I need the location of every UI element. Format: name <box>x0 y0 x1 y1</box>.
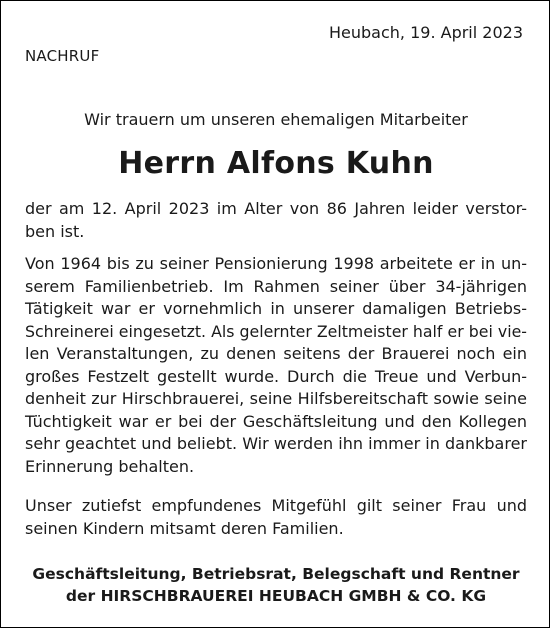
text-line: seinen Kindern mitsamt deren Familien. <box>25 518 344 538</box>
paragraph-death-notice <box>25 198 527 243</box>
text-line: Von 1964 bis zu seiner Pensionierung 1998 arbeitete er in un- <box>25 254 527 273</box>
text-line: denheit zur Hirschbrauerei, seine Hilfsbereitschaft sowie seine <box>25 389 527 408</box>
text-line: Tüchtigkeit war er bei der Geschäftsleitung und den Kollegen <box>25 411 527 431</box>
text-line: der am 12. April 2023 im Alter von 86 Jahren leider verstor- <box>25 199 527 218</box>
paragraph-career <box>25 253 527 478</box>
intro-text: Wir trauern um unseren ehemaligen Mitarbeiter <box>84 110 468 129</box>
text-line: Schreinerei eingesetzt. Als gelernter Zeltmeister half er bei vie- <box>25 321 527 341</box>
signature-block <box>1 563 550 607</box>
company-name: der HIRSCHBRAUEREI HEUBACH GMBH & CO. KG <box>65 587 487 605</box>
text-line: sehr geachtet und beliebt. Wir werden ihn immer in dankbarer <box>25 434 527 453</box>
text-line: Erinnerung behalten. <box>25 456 195 476</box>
paragraph-condolences <box>25 495 527 540</box>
text-line: großes Festzelt gestellt wurde. Durch die Treue und Verbun- <box>25 366 527 386</box>
deceased-name: Herrn Alfons Kuhn <box>118 146 434 181</box>
text-line: ben ist. <box>25 221 85 241</box>
text-line: serem Familienbetrieb. Im Rahmen seiner über 34-jährigen <box>25 276 527 296</box>
text-line: Tätigkeit war er vornehmlich in unserer damaligen Betriebs- <box>25 299 527 318</box>
notice-label: NACHRUF <box>25 47 100 65</box>
signature-line: Geschäftsleitung, Betriebsrat, Belegschaft und Rentner <box>32 565 520 583</box>
text-line: len Veranstaltungen, zu denen seitens der Brauerei noch ein <box>25 344 527 363</box>
place-date: Heubach, 19. April 2023 <box>329 23 523 42</box>
text-line: Unser zutiefst empfundenes Mitgefühl gilt seiner Frau und <box>25 496 527 515</box>
